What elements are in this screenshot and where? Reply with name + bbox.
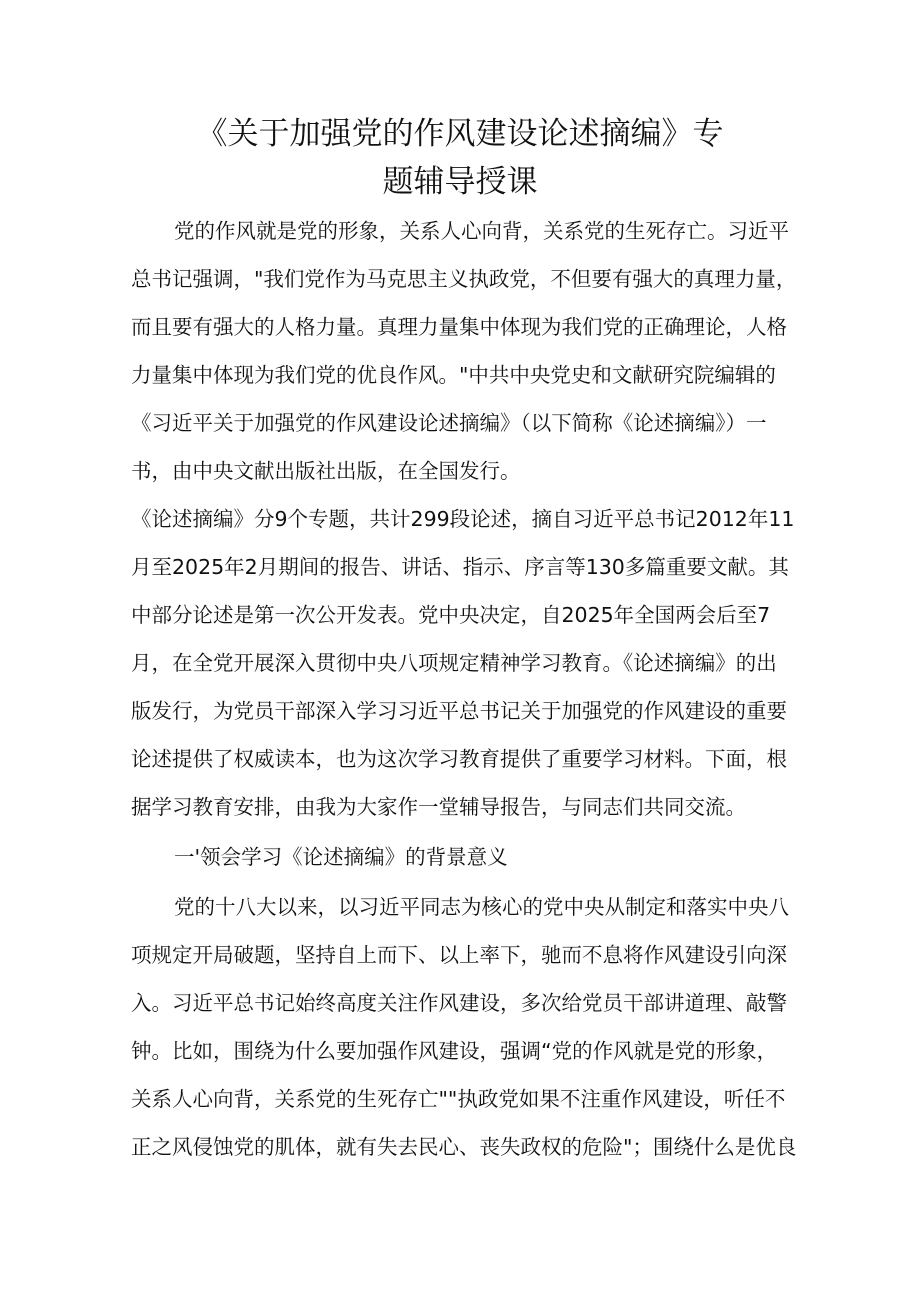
body-line: 关系人心向背，关系党的生死存亡""执政党如果不注重作风建设，听任不 [131,1087,786,1111]
body-line: 中部分论述是第一次公开发表。党中央决定，自2025年全国两会后至7 [131,603,771,627]
body-line: 版发行，为党员干部深入学习习近平总书记关于加强党的作风建设的重要 [131,699,787,723]
body-line: 月至2025年2月期间的报告、讲话、指示、序言等130多篇重要文献。其 [131,555,789,579]
body-line: 而且要有强大的人格力量。真理力量集中体现为我们党的正确理论，人格 [131,315,787,339]
body-line: 《论述摘编》分9个专题，共计299段论述，摘自习近平总书记2012年11 [131,507,795,531]
document-title-line-1: 《关于加强党的作风建设论述摘编》专 [196,116,724,152]
body-line: 入。习近平总书记始终高度关注作风建设，多次给党员干部讲道理、敲警 [131,991,787,1015]
body-line: 项规定开局破题，坚持自上而下、以上率下，驰而不息将作风建设引向深 [131,943,787,967]
document-title-line-2: 题辅导授课 [382,164,538,200]
section-heading: 一'领会学习《论述摘编》的背景意义 [174,845,508,869]
body-line: 党的十八大以来，以习近平同志为核心的党中央从制定和落实中央八 [174,895,789,919]
body-line: 《习近平关于加强党的作风建设论述摘编》（以下简称《论述摘编》）一 [131,411,767,435]
body-line: 据学习教育安排，由我为大家作一堂辅导报告，与同志们共同交流。 [131,795,746,819]
body-line: 论述提供了权威读本，也为这次学习教育提供了重要学习材料。下面，根 [131,747,787,771]
body-line: 正之风侵蚀党的肌体，就有失去民心、丧失政权的危险"；围绕什么是优良 [131,1135,797,1159]
body-line: 月，在全党开展深入贯彻中央八项规定精神学习教育。《论述摘编》的出 [131,651,777,675]
body-line: 书，由中央文献出版社出版，在全国发行。 [131,459,521,483]
body-line: 总书记强调，"我们党作为马克思主义执政党，不但要有强大的真理力量， [131,267,797,291]
body-line: 钟。比如，围绕为什么要加强作风建设，强调“党的作风就是党的形象， [131,1039,778,1063]
body-line: 党的作风就是党的形象，关系人心向背，关系党的生死存亡。习近平 [174,219,789,243]
body-line: 力量集中体现为我们党的优良作风。"中共中央党史和文献研究院编辑的 [131,363,776,387]
